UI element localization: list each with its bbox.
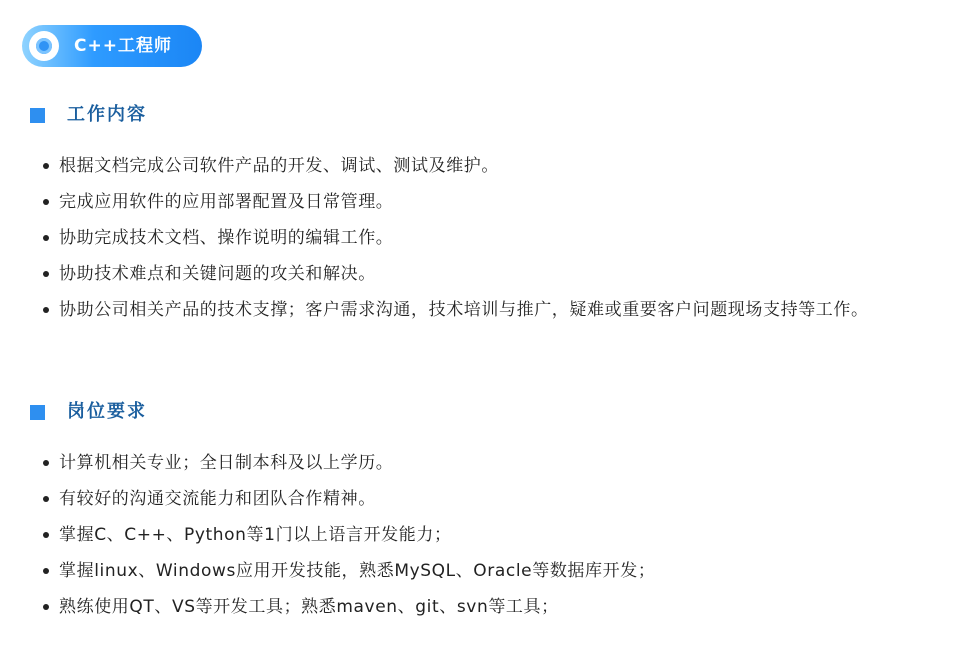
list-item-text: 计算机相关专业；全日制本科及以上学历。 <box>59 453 394 473</box>
list-item <box>0 148 968 184</box>
list-item <box>0 184 968 220</box>
circle-dot-icon <box>29 31 59 61</box>
bullet-icon <box>43 199 49 205</box>
list-item-text: 协助公司相关产品的技术支撑；客户需求沟通，技术培训与推广，疑难或重要客户问题现场支持等工作。 <box>59 300 869 320</box>
section-job-requirements <box>0 399 968 625</box>
list-item <box>0 589 968 625</box>
section-header <box>0 399 968 425</box>
square-bullet-icon <box>30 108 45 123</box>
bullet-icon <box>43 496 49 502</box>
list-item <box>0 220 968 256</box>
list-item-text: 协助技术难点和关键问题的攻关和解决。 <box>59 264 376 284</box>
section-title: 岗位要求 <box>67 401 147 422</box>
bullet-icon <box>43 568 49 574</box>
list-item <box>0 481 968 517</box>
square-bullet-icon <box>30 405 45 420</box>
bullet-icon <box>43 460 49 466</box>
job-requirements-list <box>0 445 968 625</box>
bullet-icon <box>43 235 49 241</box>
list-item <box>0 517 968 553</box>
list-item-text: 完成应用软件的应用部署配置及日常管理。 <box>59 192 394 212</box>
section-header <box>0 102 968 128</box>
list-item-text: 有较好的沟通交流能力和团队合作精神。 <box>59 489 376 509</box>
list-item-text: 根据文档完成公司软件产品的开发、调试、测试及维护。 <box>59 156 499 176</box>
bullet-icon <box>43 307 49 313</box>
bullet-icon <box>43 532 49 538</box>
job-content-list <box>0 148 968 328</box>
job-title: C++工程师 <box>74 36 172 56</box>
list-item-text: 掌握C、C++、Python等1门以上语言开发能力； <box>59 525 452 545</box>
list-item <box>0 292 968 328</box>
list-item <box>0 445 968 481</box>
list-item <box>0 553 968 589</box>
list-item-text: 熟练使用QT、VS等开发工具；熟悉maven、git、svn等工具； <box>59 597 559 617</box>
bullet-icon <box>43 163 49 169</box>
bullet-icon <box>43 604 49 610</box>
list-item-text: 协助完成技术文档、操作说明的编辑工作。 <box>59 228 394 248</box>
list-item <box>0 256 968 292</box>
section-job-content <box>0 102 968 328</box>
list-item-text: 掌握linux、Windows应用开发技能，熟悉MySQL、Oracle等数据库开发； <box>59 561 656 581</box>
job-title-banner <box>22 25 202 67</box>
section-title: 工作内容 <box>67 104 147 125</box>
bullet-icon <box>43 271 49 277</box>
